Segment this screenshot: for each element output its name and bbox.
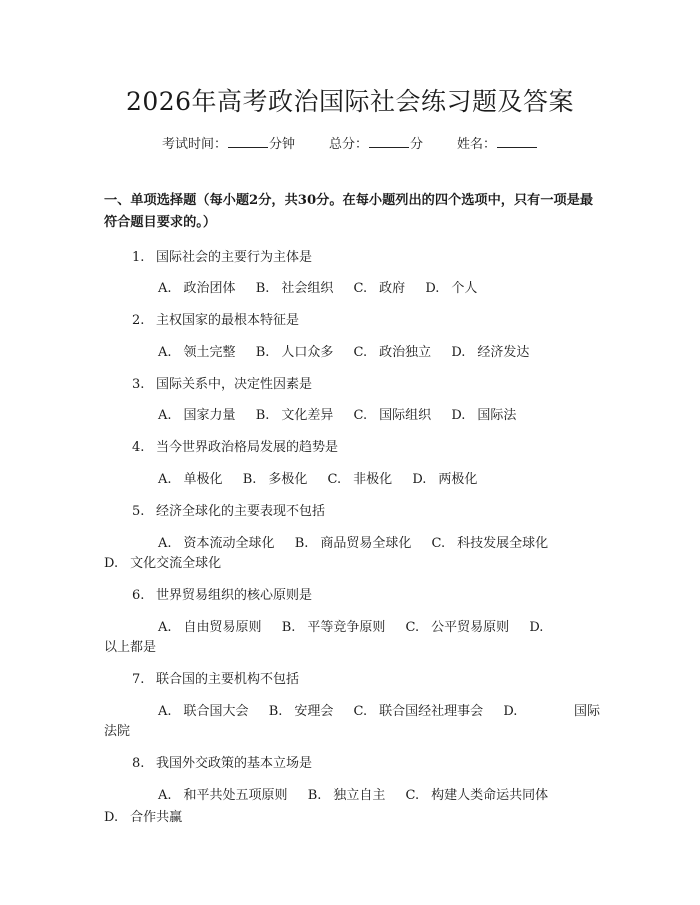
option-b: B. 人口众多	[255, 345, 334, 360]
question-4	[132, 436, 338, 455]
option-b: B. 文化差异	[255, 408, 334, 423]
question-number: 2.	[132, 313, 145, 328]
options-q8	[158, 784, 548, 803]
option-d: D. 文化交流全球化	[104, 556, 222, 571]
section-heading: 一、单项选择题（每小题2分，共30分。在每小题列出的四个选项中，只有一项是最符合题目要求的。）	[104, 193, 594, 230]
question-text: 世界贸易组织的核心原则是	[156, 588, 313, 603]
option-d: D. 两极化	[412, 472, 478, 487]
name-field	[457, 133, 538, 152]
question-text: 经济全球化的主要表现不包括	[156, 504, 326, 519]
options-q4	[158, 468, 477, 487]
question-6	[132, 584, 312, 603]
question-number: 6.	[132, 588, 145, 603]
option-d: D.	[503, 704, 518, 719]
question-1	[132, 246, 312, 265]
option-d: D. 合作共赢	[104, 810, 183, 825]
option-c: C. 政治独立	[353, 345, 432, 360]
options-q5-wrap	[104, 552, 221, 571]
question-text: 国际关系中，决定性因素是	[156, 377, 313, 392]
option-a: A. 和平共处五项原则	[158, 788, 288, 803]
option-a: A. 资本流动全球化	[158, 536, 275, 551]
option-a: A. 自由贸易原则	[158, 620, 262, 635]
option-c: C. 政府	[353, 281, 406, 296]
option-c: C. 构建人类命运共同体	[405, 788, 549, 803]
total-score-unit: 分	[410, 137, 424, 152]
question-5	[132, 500, 325, 519]
option-b: B. 安理会	[268, 704, 334, 719]
options-q7	[158, 700, 529, 719]
option-a: A. 领土完整	[158, 345, 236, 360]
question-text: 主权国家的最根本特征是	[156, 313, 300, 328]
options-q1	[158, 277, 477, 296]
options-q6-wrap	[104, 636, 156, 655]
option-c: C. 非极化	[327, 472, 393, 487]
option-d: D. 国际法	[451, 408, 517, 423]
name-blank	[497, 137, 537, 148]
option-a: A. 政治团体	[158, 281, 236, 296]
name-label: 姓名：	[457, 137, 497, 152]
option-d-label: D.	[529, 620, 544, 635]
exam-time-field	[162, 133, 295, 152]
question-2	[132, 309, 299, 328]
question-text: 我国外交政策的基本立场是	[156, 756, 313, 771]
question-3	[132, 373, 312, 392]
question-8	[132, 752, 312, 771]
exam-time-label: 考试时间：	[161, 137, 227, 152]
option-b: B. 社会组织	[255, 281, 334, 296]
options-q5	[158, 532, 548, 551]
question-number: 3.	[132, 377, 145, 392]
total-score-label: 总分：	[328, 137, 368, 152]
question-number: 8.	[132, 756, 145, 771]
total-score-blank	[369, 137, 409, 148]
option-b: B. 平等竞争原则	[281, 620, 386, 635]
question-number: 1.	[132, 250, 145, 265]
exam-time-unit: 分钟	[268, 137, 295, 152]
option-b: B. 独立自主	[307, 788, 386, 803]
option-c: C. 公平贸易原则	[405, 620, 510, 635]
option-d: D. 经济发达	[451, 345, 530, 360]
option-d: D. 个人	[425, 281, 478, 296]
question-text: 当今世界政治格局发展的趋势是	[156, 440, 339, 455]
options-q2	[158, 341, 529, 360]
option-d-text: 国际 法院	[104, 704, 600, 739]
option-c: C. 科技发展全球化	[431, 536, 549, 551]
question-text: 国际社会的主要行为主体是	[156, 250, 313, 265]
question-7	[132, 668, 299, 687]
question-number: 4.	[132, 440, 145, 455]
question-text: 联合国的主要机构不包括	[156, 672, 300, 687]
options-q6	[158, 616, 543, 635]
question-number: 5.	[132, 504, 145, 519]
option-b: B. 多极化	[242, 472, 308, 487]
option-a: A. 国家力量	[158, 408, 236, 423]
option-d-text: 以上都是	[104, 640, 157, 655]
question-number: 7.	[132, 672, 145, 687]
option-c: C. 联合国经社理事会	[353, 704, 484, 719]
option-a: A. 单极化	[158, 472, 223, 487]
exam-time-blank	[228, 137, 268, 148]
option-a: A. 联合国大会	[158, 704, 249, 719]
page-title: 2026年高考政治国际社会练习题及答案	[125, 87, 575, 116]
total-score-field	[329, 133, 423, 152]
option-c: C. 国际组织	[353, 408, 432, 423]
options-q8-wrap	[104, 806, 182, 825]
option-b: B. 商品贸易全球化	[294, 536, 412, 551]
exam-info-row	[0, 133, 700, 152]
options-q3	[158, 404, 516, 423]
